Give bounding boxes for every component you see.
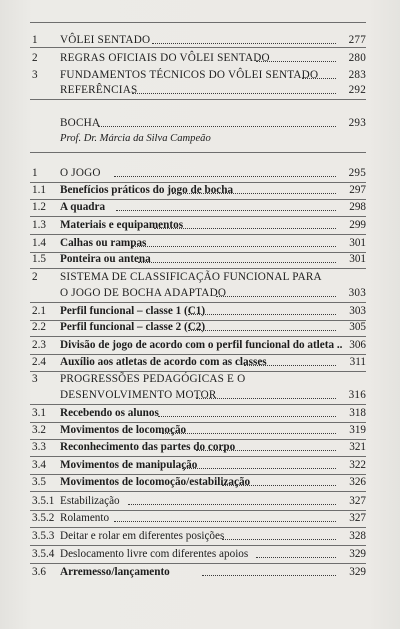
rule — [30, 491, 366, 492]
dot-leader — [196, 388, 336, 399]
toc-page: 318 — [349, 407, 366, 419]
toc-page: 301 — [349, 253, 366, 265]
rule — [30, 422, 366, 423]
rule — [30, 268, 366, 269]
toc-title: Deitar e rolar em diferentes posições — [60, 530, 225, 542]
toc-page: 329 — [349, 566, 366, 578]
toc-page: 295 — [348, 167, 366, 179]
toc-page: 292 — [348, 84, 366, 96]
dot-leader — [152, 33, 336, 44]
toc-title: FUNDAMENTOS TÉCNICOS DO VÔLEI SENTADO — [60, 69, 319, 81]
toc-number: 1.4 — [32, 237, 46, 249]
toc-number: 3.1 — [32, 407, 46, 419]
dot-leader — [162, 423, 336, 434]
toc-page: 299 — [349, 219, 366, 231]
rule — [30, 47, 366, 48]
section-title: BOCHA — [60, 117, 101, 129]
toc-number: 3.2 — [32, 424, 46, 436]
toc-number: 2.2 — [32, 321, 46, 333]
toc-page: 305 — [349, 321, 366, 333]
dot-leader — [182, 458, 336, 469]
toc-title: Auxílio aos atletas de acordo com as classes — [60, 356, 267, 368]
toc-title: A quadra — [60, 201, 106, 213]
rule — [30, 252, 366, 253]
toc-page: 326 — [349, 476, 366, 488]
rule — [30, 439, 366, 440]
dot-leader — [172, 183, 336, 194]
toc-title: Divisão de jogo de acordo com o perfil funcional do atleta .. — [60, 339, 343, 351]
rule — [30, 22, 366, 23]
toc-page: 301 — [349, 237, 366, 249]
dot-leader — [98, 116, 336, 127]
toc-page: 283 — [348, 69, 366, 81]
toc-title: Movimentos de locomoção — [60, 424, 187, 436]
toc-title: Movimentos de manipulação — [60, 459, 198, 471]
section-page: 293 — [348, 117, 366, 129]
toc-number: 3.5.4 — [32, 548, 55, 560]
rule — [30, 320, 366, 321]
dot-leader — [216, 286, 336, 297]
toc-number: 3.5.3 — [32, 530, 55, 542]
toc-title: Benefícios práticos do jogo de bocha — [60, 184, 234, 196]
toc-number: 2.4 — [32, 356, 46, 368]
dot-leader — [158, 406, 336, 417]
toc-title: Perfil funcional – classe 1 (C1) — [60, 305, 206, 317]
toc-number: 3.4 — [32, 459, 46, 471]
toc-title: Arremesso/lançamento — [60, 566, 170, 578]
toc-number: 2.1 — [32, 305, 46, 317]
rule — [30, 404, 366, 405]
toc-title: O JOGO — [60, 167, 101, 179]
toc-number: 1.1 — [32, 184, 46, 196]
rule — [30, 99, 366, 100]
toc-title: Reconhecimento das partes do corpo — [60, 441, 236, 453]
toc-page: 303 — [349, 305, 366, 317]
dot-leader — [114, 166, 336, 177]
dot-leader — [302, 68, 336, 79]
toc-title: O JOGO DE BOCHA ADAPTADO — [60, 287, 227, 299]
toc-title: Deslocamento livre com diferentes apoios — [60, 548, 249, 560]
rule — [30, 563, 366, 564]
toc-number: 3 — [32, 373, 38, 385]
dot-leader — [138, 252, 336, 263]
toc-page: 306 — [349, 339, 366, 351]
dot-leader — [244, 355, 336, 366]
toc-number: 3.3 — [32, 441, 46, 453]
toc-page: 328 — [349, 530, 366, 542]
toc-page: 327 — [349, 495, 366, 507]
toc-title: Ponteira ou antena — [60, 253, 151, 265]
toc-number: 3.5.2 — [32, 512, 55, 524]
toc-number: 3.6 — [32, 566, 46, 578]
rule — [30, 336, 366, 337]
toc-number: 2 — [32, 271, 38, 283]
toc-page: 311 — [349, 356, 366, 368]
toc-number: 3.5.1 — [32, 495, 55, 507]
toc-number: 1 — [32, 167, 38, 179]
dot-leader — [222, 529, 336, 540]
toc-title: SISTEMA DE CLASSIFICAÇÃO FUNCIONAL PARA — [60, 271, 322, 283]
dot-leader — [132, 83, 336, 94]
toc-page: 303 — [348, 287, 366, 299]
dot-leader — [188, 320, 336, 331]
section-author: Prof. Dr. Márcia da Silva Campeão — [60, 133, 211, 144]
rule — [30, 510, 366, 511]
toc-page: 319 — [349, 424, 366, 436]
toc-title: PROGRESSÕES PEDAGÓGICAS E O — [60, 373, 246, 385]
toc-title: VÔLEI SENTADO — [60, 34, 151, 46]
rule — [30, 216, 366, 217]
toc-page: 321 — [349, 441, 366, 453]
toc-page: 322 — [349, 459, 366, 471]
dot-leader — [196, 440, 336, 451]
rule — [30, 371, 366, 372]
dot-leader — [114, 511, 336, 522]
rule — [30, 545, 366, 546]
toc-page: 329 — [349, 548, 366, 560]
toc-title: Rolamento — [60, 512, 110, 524]
toc-number: 2 — [32, 52, 38, 64]
toc-page: 298 — [349, 201, 366, 213]
toc-title: Calhas ou rampas — [60, 237, 147, 249]
rule — [30, 152, 366, 153]
toc-number: 1 — [32, 34, 38, 46]
dot-leader — [188, 304, 336, 315]
rule — [30, 474, 366, 475]
toc-page: 297 — [349, 184, 366, 196]
toc-page: 280 — [348, 52, 366, 64]
toc-title: REGRAS OFICIAIS DO VÔLEI SENTADO — [60, 52, 270, 64]
dot-leader — [256, 51, 336, 62]
toc-title: Materiais e equipamentos — [60, 219, 184, 231]
toc-number: 1.3 — [32, 219, 46, 231]
rule — [30, 234, 366, 235]
dot-leader — [128, 494, 336, 505]
toc-number: 1.5 — [32, 253, 46, 265]
rule — [30, 302, 366, 303]
toc-page: 327 — [349, 512, 366, 524]
dot-leader — [202, 565, 336, 576]
dot-leader — [154, 218, 336, 229]
toc-page: 316 — [348, 389, 366, 401]
toc-page: 277 — [348, 34, 366, 46]
rule — [30, 199, 366, 200]
rule — [30, 527, 366, 528]
toc-number: 3.5 — [32, 476, 46, 488]
rule — [30, 354, 366, 355]
dot-leader — [116, 200, 336, 211]
toc-title: REFERÊNCIAS — [60, 84, 138, 96]
rule — [30, 456, 366, 457]
toc-number: 2.3 — [32, 339, 46, 351]
toc-title: Recebendo os alunos — [60, 407, 159, 419]
toc-number: 3 — [32, 69, 38, 81]
toc-title: Movimentos de locomoção/estabilização — [60, 476, 251, 488]
toc-title: Perfil funcional – classe 2 (C2) — [60, 321, 206, 333]
toc-title: Estabilização — [60, 495, 120, 507]
dot-leader — [222, 475, 336, 486]
toc-title: DESENVOLVIMENTO MOTOR — [60, 389, 217, 401]
toc-number: 1.2 — [32, 201, 46, 213]
rule — [30, 182, 366, 183]
dot-leader — [132, 236, 336, 247]
dot-leader — [256, 547, 336, 558]
